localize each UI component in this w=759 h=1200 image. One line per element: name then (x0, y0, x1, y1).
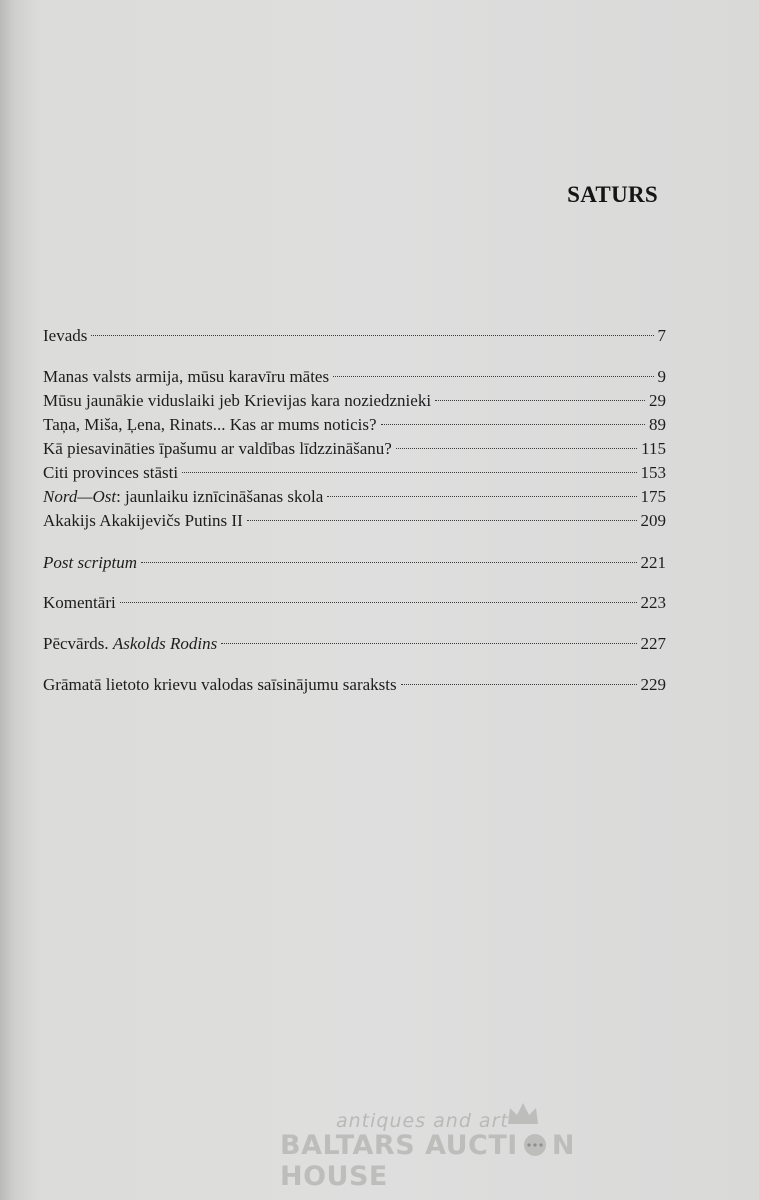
watermark-brand (280, 1130, 680, 1192)
toc-entry-page: 115 (641, 439, 666, 458)
toc-entry-page: 227 (640, 634, 666, 653)
toc-entry-saisinajumi (43, 673, 666, 697)
leader-dots (401, 684, 637, 685)
leader-dots (182, 472, 636, 473)
watermark-brand-part2: N HOUSE (280, 1130, 575, 1192)
leader-dots (91, 335, 653, 336)
leader-dots (333, 376, 653, 377)
leader-dots (141, 562, 637, 563)
toc-entry-post-scriptum (43, 551, 666, 575)
leader-dots (247, 520, 637, 521)
toc-entry (43, 365, 666, 389)
toc-entry-label (43, 551, 137, 575)
toc-entry-label: Manas valsts armija, mūsu karavīru mātes (43, 367, 330, 386)
toc-entry (43, 509, 666, 533)
leader-dots (381, 424, 645, 425)
toc-entry-page: 209 (640, 511, 666, 530)
crown-icon (506, 1100, 540, 1126)
toc-entry-italic: Askolds Rodins (112, 634, 218, 653)
watermark-brand-part1: BALTARS AUCTI (280, 1130, 518, 1161)
page-title: SATURS (567, 182, 658, 207)
leader-dots (396, 448, 637, 449)
toc-entry-page: 153 (640, 463, 666, 482)
toc-entry (43, 485, 666, 509)
leader-dots (120, 602, 637, 603)
toc-entry-page: 9 (657, 367, 666, 386)
toc-entry-label (43, 485, 323, 509)
toc-entry-ievads (43, 324, 666, 348)
leader-dots (327, 496, 636, 497)
toc-entry-label: Mūsu jaunākie viduslaiki jeb Krievijas kara noziedznieki (43, 391, 432, 410)
toc-entry-label: Citi provinces stāsti (43, 463, 179, 482)
leader-dots (435, 400, 645, 401)
toc-entry-page: 229 (640, 675, 666, 694)
toc-entry-label: Akakijs Akakijevičs Putins II (43, 511, 243, 530)
toc-entry (43, 389, 666, 413)
toc-entry-label: Komentāri (43, 593, 116, 612)
toc-entry (43, 461, 666, 485)
toc-entry-label: Grāmatā lietoto krievu valodas saīsinājumu saraksts (43, 675, 397, 694)
toc-entry-text: Pēcvārds. (43, 634, 113, 653)
toc-entry-label: Ievads (43, 326, 88, 345)
toc-entry-label: Kā piesavināties īpašumu ar valdības līdzzināšanu? (43, 439, 392, 458)
toc-entry-page: 7 (657, 326, 666, 345)
toc-entry-pecvards (43, 632, 666, 656)
toc-entry-text: : jaunlaiku iznīcināšanas skola (116, 487, 324, 506)
toc-entry-page: 223 (640, 593, 666, 612)
watermark (280, 1100, 680, 1192)
toc-entry-page: 221 (640, 553, 666, 572)
toc-entry-komentari (43, 591, 666, 615)
leader-dots (221, 643, 636, 644)
toc-entry-label: Taņa, Miša, Ļena, Rinats... Kas ar mums noticis? (43, 415, 377, 434)
toc-entry-italic: Nord—Ost (43, 487, 117, 506)
toc-entry-page: 89 (649, 415, 666, 434)
toc-entry (43, 413, 666, 437)
watermark-tagline: antiques and art (336, 1110, 509, 1132)
toc-entry-label (43, 632, 217, 656)
toc-entry-page: 29 (649, 391, 666, 410)
toc-entry (43, 437, 666, 461)
toc-entry-italic: Post scriptum (43, 553, 137, 572)
coin-icon (520, 1133, 550, 1157)
toc-entry-page: 175 (640, 487, 666, 506)
